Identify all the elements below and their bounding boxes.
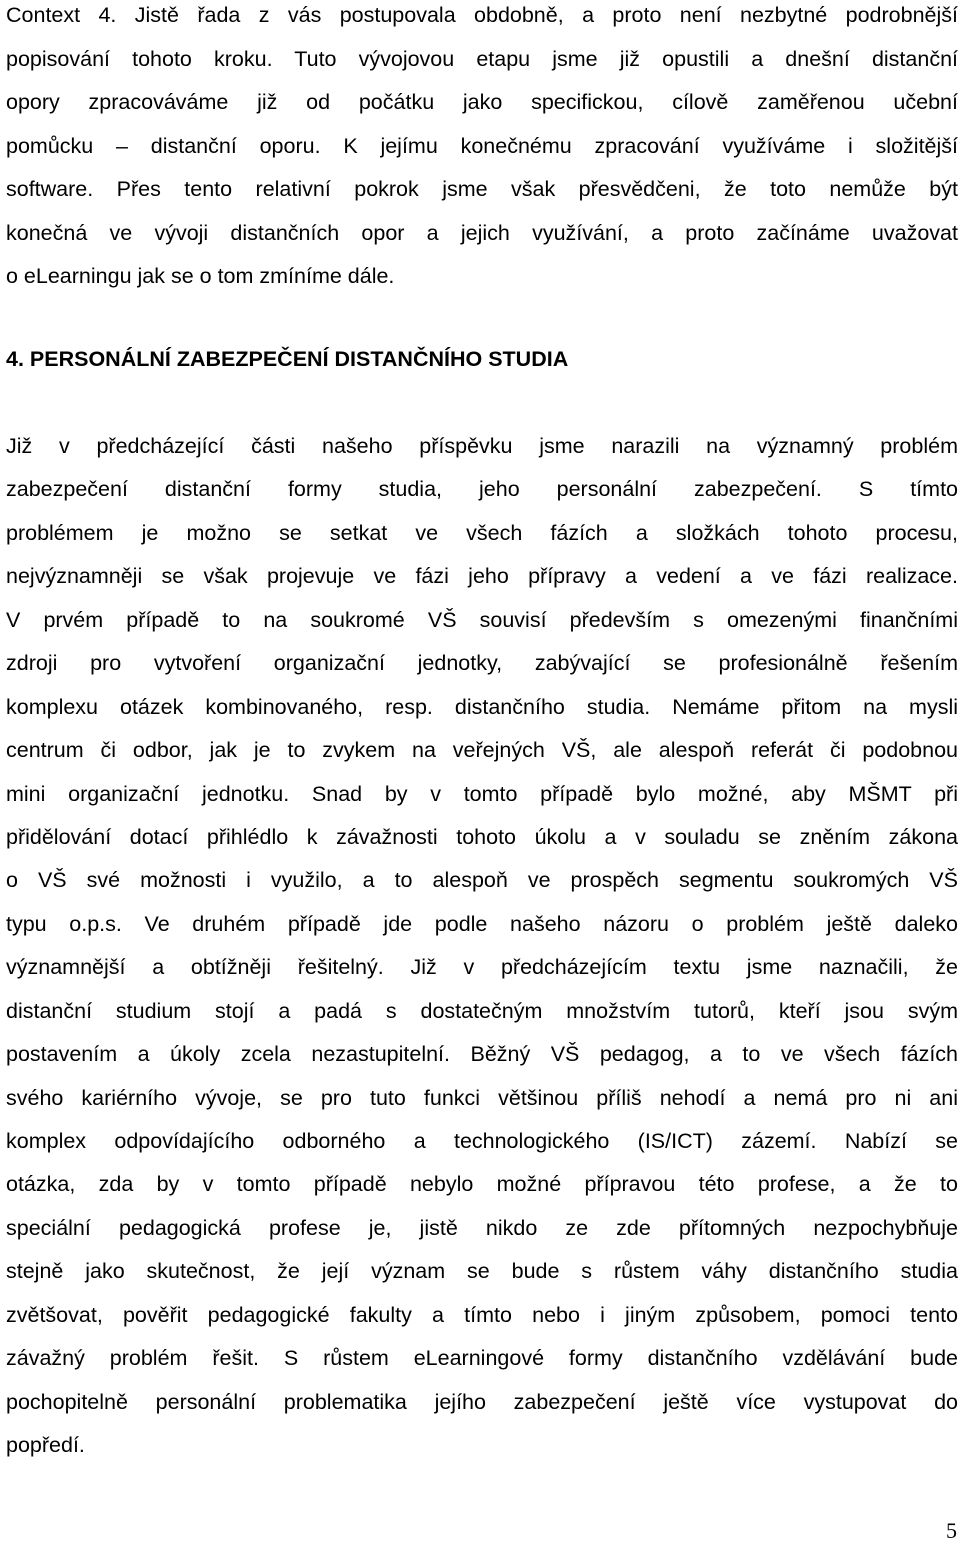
text-line: zabezpečení distanční formy studia, jeho personální zabezpečení. S tímto [6,477,958,502]
section-heading: 4. PERSONÁLNÍ ZABEZPEČENÍ DISTANČNÍHO STUDIA [6,347,569,371]
text-line: komplex odpovídajícího odborného a technologického (IS/ICT) zázemí. Nabízí se [6,1129,958,1153]
text-line: centrum či odbor, jak je to zvykem na veřejných VŠ, ale alespoň referát či podobnou [6,738,958,763]
text-line: konečná ve vývoji distančních opor a jejich využívání, a proto začínáme uvažovat [6,220,958,245]
text-line: přidělování dotací přihlédlo k závažnosti tohoto úkolu a v souladu se zněním zákona [6,824,958,849]
text-line: svého kariérního vývoje, se pro tuto funkci většinou příliš nehodí a nemá pro ni ani [6,1085,958,1110]
text-line: nejvýznamněji se však projevuje ve fázi jeho přípravy a vedení a ve fázi realizace. [6,564,958,589]
text-line: Context 4. Jistě řada z vás postupovala obdobně, a proto není nezbytné podrobnější [6,3,958,27]
text-line: typu o.p.s. Ve druhém případě jde podle našeho názoru o problém ještě daleko [6,911,958,936]
text-line: mini organizační jednotku. Snad by v tomto případě bylo možné, aby MŠMT při [6,781,958,806]
text-line: opory zpracováváme již od počátku jako specifickou, cílově zaměřenou učební [6,90,958,114]
text-line: otázka, zda by v tomto případě nebylo možné přípravou této profese, a že to [6,1172,958,1197]
text-line: o VŠ své možnosti i využilo, a to alespoň ve prospěch segmentu soukromých VŠ [6,868,958,893]
text-line: pochopitelně personální problematika jejího zabezpečení ještě více vystupovat do [6,1389,958,1414]
text-line: V prvém případě to na soukromé VŠ souvisí především s omezenými finančními [6,607,958,632]
intro-paragraph [6,0,958,299]
text-line: postavením a úkoly zcela nezastupitelní. Běžný VŠ pedagog, a to ve všech fázích [6,1042,958,1067]
text-line: zdroji pro vytvoření organizační jednotky, zabývající se profesionálně řešením [6,651,958,676]
text-line: speciální pedagogická profese je, jistě nikdo ze zde přítomných nezpochybňuje [6,1215,958,1240]
text-line: komplexu otázek kombinovaného, resp. distančního studia. Nemáme přitom na mysli [6,694,958,719]
body-paragraph [6,425,958,1468]
text-line: stejně jako skutečnost, že její význam se bude s růstem váhy distančního studia [6,1259,958,1284]
text-line: distanční studium stojí a padá s dostatečným množstvím tutorů, kteří jsou svým [6,998,958,1023]
text-line: významnější a obtížněji řešitelný. Již v předcházejícím textu jsme naznačili, že [6,955,958,980]
text-line: Již v předcházející části našeho příspěvku jsme narazili na významný problém [6,434,958,458]
text-line: o eLearningu jak se o tom zmíníme dále. [6,264,395,288]
text-line: závažný problém řešit. S růstem eLearningové formy distančního vzdělávání bude [6,1346,958,1371]
text-line: software. Přes tento relativní pokrok jsme však přesvědčeni, že toto nemůže být [6,177,958,201]
text-line: popředí. [6,1433,85,1458]
text-line: popisování tohoto kroku. Tuto vývojovou etapu jsme již opustili a dnešní distanční [6,46,958,71]
page-number: 5 [946,1518,957,1543]
text-line: pomůcku – distanční oporu. K jejímu konečnému zpracování využíváme i složitější [6,133,958,158]
text-line: problémem je možno se setkat ve všech fázích a složkách tohoto procesu, [6,520,958,545]
text-line: zvětšovat, pověřit pedagogické fakulty a tímto nebo i jiným způsobem, pomoci tento [6,1302,958,1327]
